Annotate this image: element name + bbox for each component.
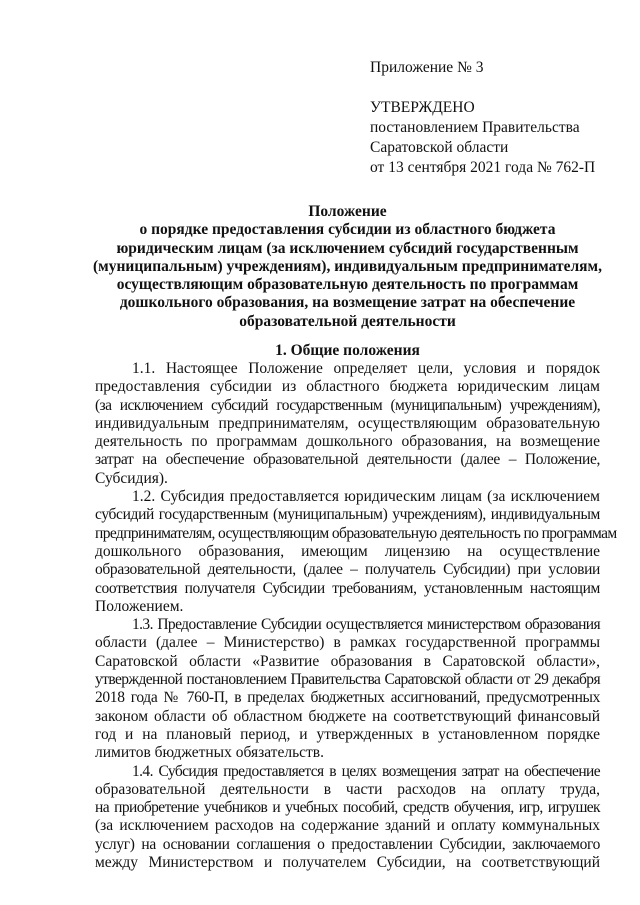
text-line: (за исключением расходов на содержание зданий и оплату коммунальных xyxy=(95,817,600,835)
text-line: предоставления субсидии из областного бюджета юридическим лицам xyxy=(95,378,600,396)
text-line: области (далее – Министерство) в рамках государственной программы xyxy=(95,634,600,652)
title-line: дошкольного образования, на возмещение затрат на обеспечение xyxy=(119,294,576,312)
document-title xyxy=(90,203,605,331)
text-line: Положением. xyxy=(95,597,184,615)
text-line: предпринимателям, осуществляющим образовательную деятельность по программам xyxy=(95,524,617,542)
annex-number: Приложение № 3 xyxy=(370,59,484,76)
text-line: затрат на обеспечение образовательной деятельности (далее – Положение, xyxy=(95,451,600,469)
text-line: лимитов бюджетных обязательств. xyxy=(95,744,324,762)
text-line: 1.2. Субсидия предоставляется юридическим лицам (за исключением xyxy=(132,488,600,506)
text-line: Субсидия). xyxy=(95,469,168,487)
text-line: 2018 года № 760-П, в пределах бюджетных ассигнований, предусмотренных xyxy=(95,689,600,707)
title-line: образовательной деятельности xyxy=(239,312,456,330)
text-line: Саратовской области «Развитие образования в Саратовской области», xyxy=(95,652,600,670)
text-line: год и на плановый период, и утвержденных в установленном порядке xyxy=(95,725,600,743)
text-line: утвержденной постановлением Правительства Саратовской области от 29 декабря xyxy=(95,671,600,689)
paragraph-1-2 xyxy=(95,488,617,616)
text-line: 1.1. Настоящее Положение определяет цели, условия и порядок xyxy=(132,360,600,377)
text-line: между Министерством и получателем Субсидии, на соответствующий xyxy=(95,854,600,872)
text-line: (за исключением субсидий государственным (муниципальным) учреждениям), xyxy=(95,396,600,414)
text-line: 1.3. Предоставление Субсидии осуществляется министерством образования xyxy=(132,616,600,634)
title-line: о порядке предоставления субсидии из областного бюджета xyxy=(139,221,556,239)
title-line: осуществляющим образовательную деятельность по программам xyxy=(116,276,579,294)
text-line: дошкольного образования, имеющим лицензию на осуществление xyxy=(95,542,600,560)
text-line: услуг) на основании соглашения о предоставлении Субсидии, заключаемого xyxy=(95,835,600,853)
paragraph-1-3 xyxy=(95,616,600,762)
text-line: субсидий государственным (муниципальным) учреждениям), индивидуальным xyxy=(95,506,600,524)
approval-block xyxy=(370,58,620,178)
approved-label: УТВЕРЖДЕНО xyxy=(370,99,475,116)
approval-line: постановлением Правительства xyxy=(370,119,580,136)
paragraph-1-4 xyxy=(95,763,600,873)
text-line: 1.4. Субсидия предоставляется в целях возмещения затрат на обеспечение xyxy=(132,762,600,780)
title-line: юридическим лицам (за исключением субсидий государственным xyxy=(116,239,579,257)
text-line: образовательной деятельности, (далее – получатель Субсидии) при условии xyxy=(95,561,600,579)
paragraph-1-1 xyxy=(95,360,600,488)
approval-line: от 13 сентября 2021 года № 762-П xyxy=(370,159,596,176)
text-line: индивидуальным предпринимателям, осуществляющим образовательную xyxy=(95,414,600,432)
approval-line: Саратовской области xyxy=(370,139,509,156)
text-line: на приобретение учебников и учебных пособий, средств обучения, игр, игрушек xyxy=(95,799,600,817)
text-line: соответствия получателя Субсидии требованиям, установленным настоящим xyxy=(95,579,600,597)
text-line: законом области об областном бюджете на соответствующий финансовый xyxy=(95,707,600,725)
section-heading: 1. Общие положения xyxy=(275,342,420,359)
body-text xyxy=(95,360,617,872)
text-line: образовательной деятельности в части расходов на оплату труда, xyxy=(95,780,600,798)
title-line: Положение xyxy=(308,203,387,220)
title-line: (муниципальным) учреждениям), индивидуальным предпринимателям, xyxy=(93,257,602,275)
text-line: деятельность по программам дошкольного образования, на возмещение xyxy=(95,433,600,451)
